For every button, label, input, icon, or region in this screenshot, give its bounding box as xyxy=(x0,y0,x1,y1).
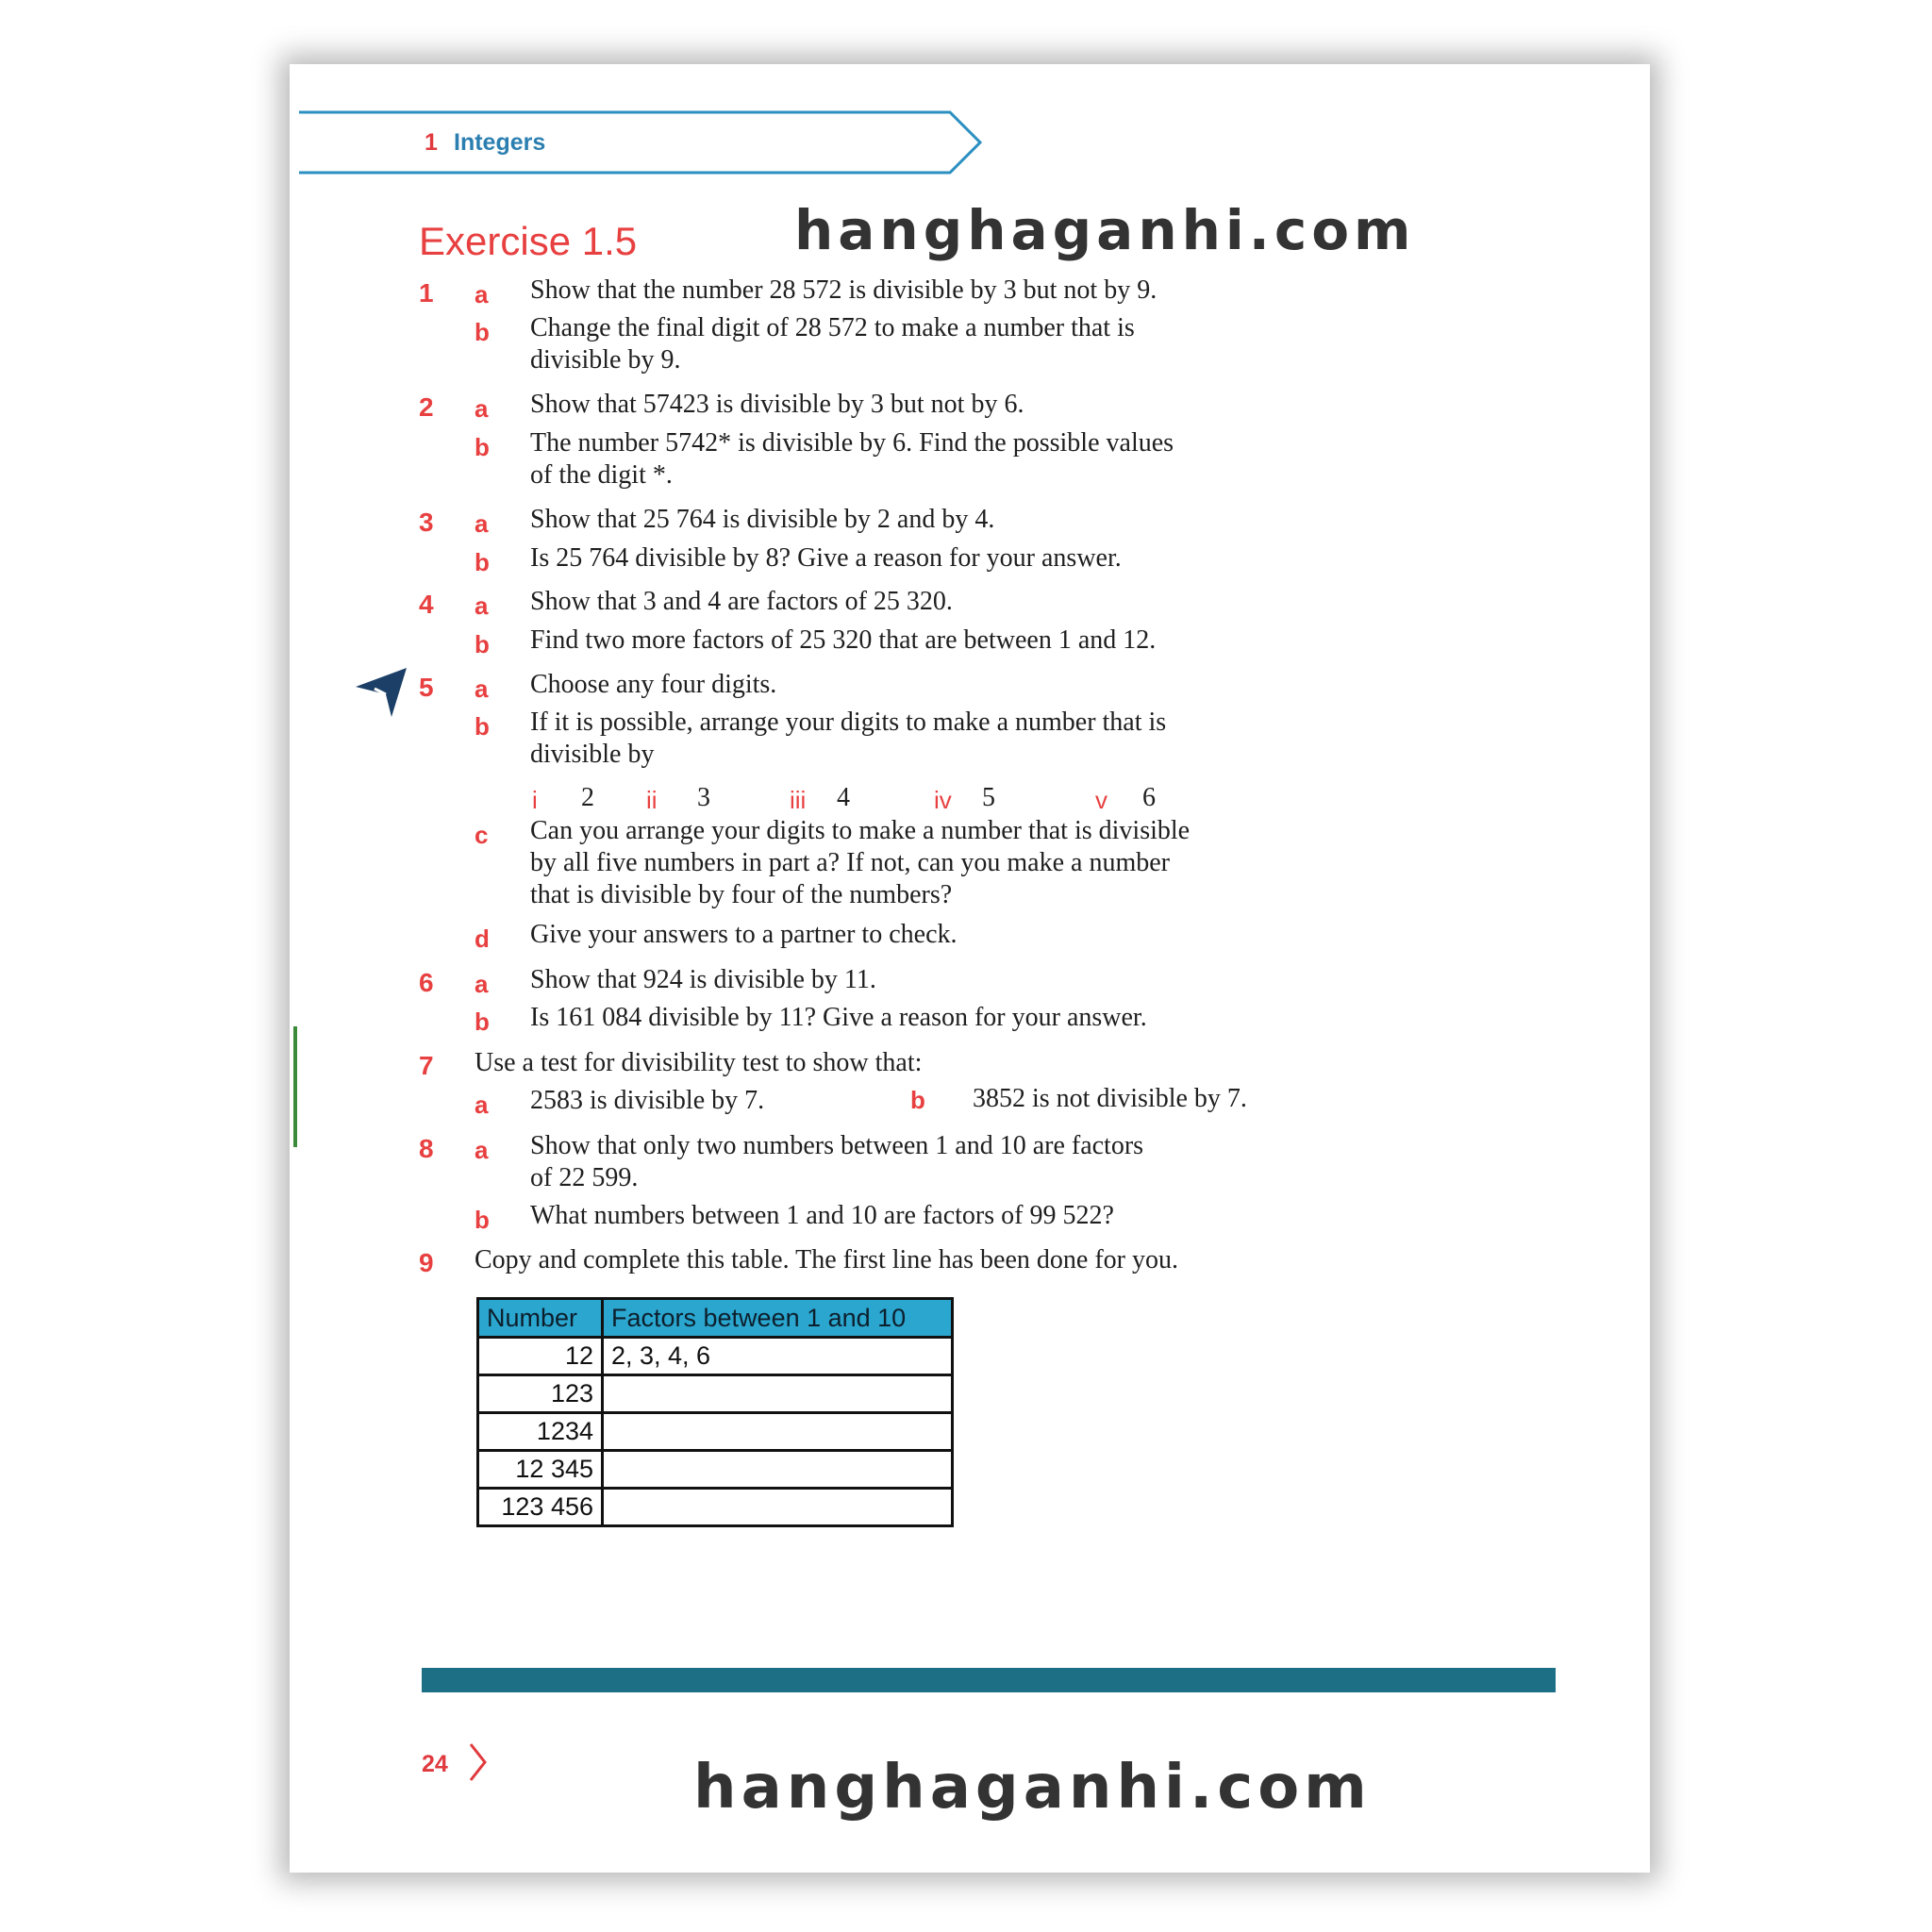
question-number-4: 4 xyxy=(419,590,434,619)
question-number-7: 7 xyxy=(419,1051,434,1080)
q5-d-text: Give your answers to a partner to check. xyxy=(530,920,958,949)
q5-roman-ii-value: 3 xyxy=(697,783,710,812)
q5-roman-ii-label: ii xyxy=(646,786,658,814)
q1-a-text: Show that the number 28 572 is divisible by 3 but not by 9. xyxy=(530,275,1158,305)
textbook-page xyxy=(290,64,1650,1873)
q2-b-label: b xyxy=(475,433,490,461)
question-number-1: 1 xyxy=(419,278,434,308)
q6-b-text: Is 161 084 divisible by 11? Give a reason for your answer. xyxy=(530,1003,1147,1032)
chapter-title: Integers xyxy=(454,129,546,156)
exercise-title: Exercise 1.5 xyxy=(419,219,638,263)
q1-b-line2: divisible by 9. xyxy=(530,345,681,375)
q5-roman-v-value: 6 xyxy=(1142,783,1156,812)
q1-a-label: a xyxy=(475,280,489,308)
q5-roman-iii-value: 4 xyxy=(837,783,850,812)
table-header-number: Number xyxy=(478,1299,603,1338)
question-number-2: 2 xyxy=(419,392,434,422)
q1-b-line1: Change the final digit of 28 572 to make a number that is xyxy=(530,313,1135,342)
table-row xyxy=(478,1489,953,1526)
header-banner-outline xyxy=(299,109,983,175)
q3-b-label: b xyxy=(475,548,490,576)
q8-a-label: a xyxy=(475,1136,489,1164)
q4-b-text: Find two more factors of 25 320 that are between 1 and 12. xyxy=(530,625,1157,655)
question-number-8: 8 xyxy=(419,1134,434,1163)
table-cell-number: 12 345 xyxy=(478,1451,603,1489)
q5-roman-iv-value: 5 xyxy=(982,783,995,812)
watermark-bottom: hanghaganhi.com xyxy=(693,1753,1372,1823)
q2-b-line1: The number 5742* is divisible by 6. Find the possible values xyxy=(530,428,1174,458)
q5-roman-i-value: 2 xyxy=(581,783,594,812)
page-edge-mark xyxy=(293,1026,297,1147)
table-cell-factors xyxy=(603,1375,953,1413)
table-header-factors: Factors between 1 and 10 xyxy=(603,1299,953,1338)
q8-b-text: What numbers between 1 and 10 are factors of 99 522? xyxy=(530,1201,1114,1230)
table-cell-factors: 2, 3, 4, 6 xyxy=(603,1338,953,1375)
table-cell-number: 123 xyxy=(478,1375,603,1413)
table-cell-factors xyxy=(603,1451,953,1489)
q5-roman-i-label: i xyxy=(532,786,538,814)
table-cell-factors xyxy=(603,1489,953,1526)
q5-c-line3: that is divisible by four of the numbers? xyxy=(530,880,953,909)
q1-b-label: b xyxy=(475,318,490,346)
table-cell-number: 1234 xyxy=(478,1413,603,1451)
q4-a-label: a xyxy=(475,591,489,620)
q4-a-text: Show that 3 and 4 are factors of 25 320. xyxy=(530,587,953,616)
q5-roman-iv-label: iv xyxy=(934,786,952,814)
question-number-6: 6 xyxy=(419,968,434,997)
table-cell-number: 123 456 xyxy=(478,1489,603,1526)
q5-roman-iii-label: iii xyxy=(790,786,807,814)
chapter-header xyxy=(299,109,983,175)
table-cell-factors xyxy=(603,1413,953,1451)
q5-c-line2: by all five numbers in part a? If not, can you make a number xyxy=(530,848,1170,877)
q7-a-text: 2583 is divisible by 7. xyxy=(530,1086,765,1115)
watermark-top: hanghaganhi.com xyxy=(794,198,1416,262)
question-number-9: 9 xyxy=(419,1248,434,1277)
q5-c-label: c xyxy=(475,821,489,849)
table-header-row xyxy=(478,1299,953,1338)
q2-a-text: Show that 57423 is divisible by 3 but not by 6. xyxy=(530,390,1024,419)
q4-b-label: b xyxy=(475,630,490,658)
challenge-arrow-icon xyxy=(354,664,410,721)
q5-roman-v-label: v xyxy=(1095,786,1108,814)
chevron-right-icon xyxy=(467,1741,490,1783)
q8-b-label: b xyxy=(475,1206,490,1234)
q7-a-label: a xyxy=(475,1091,489,1119)
q2-b-line2: of the digit *. xyxy=(530,460,673,490)
table-row xyxy=(478,1413,953,1451)
table-row xyxy=(478,1375,953,1413)
q8-a-line2: of 22 599. xyxy=(530,1163,639,1192)
q5-b-line2: divisible by xyxy=(530,740,655,769)
q3-a-label: a xyxy=(475,509,489,538)
page-number: 24 xyxy=(422,1751,448,1777)
q5-b-line1: If it is possible, arrange your digits to make a number that is xyxy=(530,708,1167,737)
chapter-number: 1 xyxy=(425,129,438,156)
table-row xyxy=(478,1338,953,1375)
q7-text: Use a test for divisibility test to show that: xyxy=(475,1048,923,1077)
q7-b-text: 3852 is not divisible by 7. xyxy=(973,1084,1247,1113)
q6-a-label: a xyxy=(475,970,489,998)
q8-a-line1: Show that only two numbers between 1 and 10 are factors xyxy=(530,1131,1144,1160)
question-number-3: 3 xyxy=(419,508,434,537)
q7-b-label: b xyxy=(910,1086,925,1114)
q6-b-label: b xyxy=(475,1008,490,1036)
question-number-5: 5 xyxy=(419,673,434,702)
table-cell-number: 12 xyxy=(478,1338,603,1375)
q3-a-text: Show that 25 764 is divisible by 2 and by 4. xyxy=(530,505,995,534)
footer-bar xyxy=(422,1668,1556,1692)
q3-b-text: Is 25 764 divisible by 8? Give a reason for your answer. xyxy=(530,543,1122,573)
q5-c-line1: Can you arrange your digits to make a number that is divisible xyxy=(530,816,1191,845)
q6-a-text: Show that 924 is divisible by 11. xyxy=(530,965,876,994)
q5-b-label: b xyxy=(475,712,490,741)
q5-a-text: Choose any four digits. xyxy=(530,670,777,699)
q9-text: Copy and complete this table. The first line has been done for you. xyxy=(475,1245,1178,1274)
factors-table xyxy=(476,1297,954,1527)
table-row xyxy=(478,1451,953,1489)
q2-a-label: a xyxy=(475,394,489,423)
q5-a-label: a xyxy=(475,675,489,703)
q5-d-label: d xyxy=(475,924,490,953)
